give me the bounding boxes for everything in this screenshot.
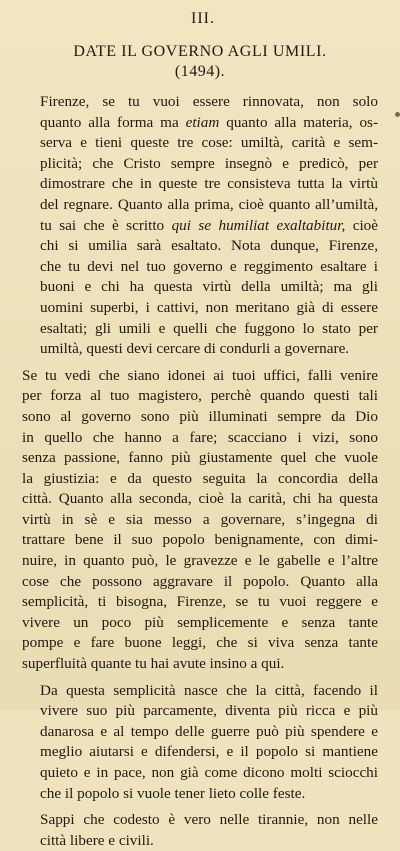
text-line: Da questa semplicità nasce che la città, facendo il	[40, 681, 378, 699]
chapter-year: (1494).	[174, 63, 226, 80]
text-line: plicità; che Cristo sempre insegnò e predicò, per	[40, 154, 378, 172]
text-line: chi si umilia sarà esaltato. Nota dunque, Firenze,	[40, 237, 378, 255]
text-line: Sappi che codesto è vero nelle tirannie, non nelle	[40, 811, 378, 829]
text-line: Firenze, se tu vuoi essere rinnovata, non solo	[40, 93, 378, 110]
text-line: serva e tieni queste tre cose: umiltà, carità e sem-	[40, 134, 378, 152]
text-line: senza passione, fanno più giustamente quel che vuole	[22, 449, 378, 467]
text-line: Se tu vedi che siano idonei ai tuoi uffici, falli venire	[22, 366, 378, 384]
paragraph-4	[22, 810, 378, 851]
text-line: tu sai che è scritto qui se humiliat exaltabitur, cioè	[40, 216, 379, 234]
latin-phrase: etiam	[185, 113, 220, 131]
text-line: nuire, in quanto può, le gravezze e le gabelle e l’altre	[22, 552, 378, 570]
text-line: dimostrare che in queste tre consisteva tutta la virtù	[40, 175, 378, 193]
text-line: per forza al tuo magistero, perchè quando questi tali	[22, 387, 378, 405]
text-line: umiltà, questi devi cercare di condurli a governare.	[40, 340, 350, 358]
text-line: uomini superbi, i cattivi, non meritano già di essere	[40, 298, 378, 316]
text-line: sono al governo sono più illuminati sempre da Dio	[22, 407, 378, 425]
text-line: pompe e fare buone leggi, che si viva senza tante	[22, 634, 378, 652]
text-line: esaltati; gli umili e quelli che fuggono lo stato per	[40, 319, 378, 337]
text-line: superfluità quante tu hai avute insino a qui.	[22, 655, 285, 673]
paragraph-2	[22, 366, 378, 675]
text-line: del regnare. Quanto alla prima, cioè quanto all’umiltà,	[40, 195, 378, 213]
chapter-title: DATE IL GOVERNO AGLI UMILI.	[73, 43, 327, 60]
chapter-numeral: III.	[191, 10, 215, 27]
body-text	[22, 92, 378, 851]
text-line: trattare bene il suo popolo benignamente, con dimi-	[22, 531, 378, 549]
paragraph-3	[22, 681, 378, 805]
text-line: vivere un poco più semplicemente e senza tante	[22, 613, 378, 631]
text-line: cose che possono aggravare il popolo. Quanto alla	[22, 572, 378, 590]
paper-speck	[395, 112, 400, 117]
text-line: città. Quanto alla seconda, cioè la carità, chi ha questa	[22, 490, 378, 508]
text-line: semplicità, ti bisogna, Firenze, se tu vuoi reggere e	[22, 593, 378, 611]
text-line: buoni e chi ha questa virtù della umiltà; ma gli	[40, 278, 378, 296]
text-line: quanto alla forma ma etiam quanto alla materia, os-	[40, 113, 378, 131]
text-line: che il popolo si vuole tener lieto colle feste.	[40, 784, 306, 802]
latin-phrase: qui se humiliat exaltabitur,	[171, 216, 346, 234]
text-line: quieto e in pace, non già come dicono molti sciocchi	[40, 764, 378, 781]
text-line: la giustizia: e da questo seguita la concordia della	[22, 469, 378, 487]
paragraph-1	[22, 92, 378, 360]
text-line: che tu devi nel tuo governo e reggimento esaltare i	[40, 257, 378, 275]
text-line: meglio aiutarsi e difendersi, e il popolo si mantiene	[40, 743, 378, 761]
text-line: vivere suo più parcamente, diventa più ricca e più	[40, 702, 378, 720]
text-line: in quello che hanno a fare; scacciano i vizi, sono	[22, 428, 378, 446]
text-line: danarosa e al tempo delle guerre può più spendere e	[40, 722, 378, 740]
text-line: virtù in sè e sia messo a governare, s’ingegna di	[22, 510, 378, 528]
text-line: città libere e civili.	[40, 831, 154, 849]
